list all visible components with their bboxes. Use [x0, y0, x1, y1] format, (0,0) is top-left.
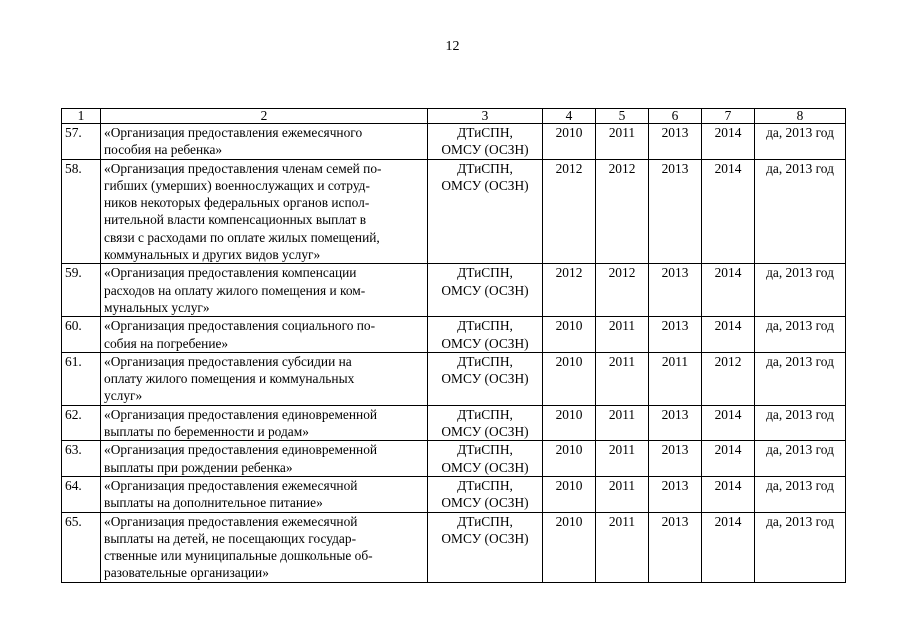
program-name	[101, 317, 428, 353]
year-col-5: 2011	[596, 124, 649, 160]
program-name	[101, 476, 428, 512]
program-name-line: выплаты на дополнительное питание»	[104, 495, 323, 511]
year-col-6: 2013	[649, 476, 702, 512]
program-name-line: «Организация предоставления социального по-	[104, 318, 376, 334]
year-col-6: 2013	[649, 264, 702, 317]
header-col-8: 8	[755, 109, 846, 124]
table-row	[62, 124, 846, 160]
year-col-5: 2011	[596, 405, 649, 441]
program-name-line: услуг»	[104, 388, 143, 404]
row-number: 59.	[62, 264, 101, 317]
program-name-line: «Организация предоставления ежемесячной	[104, 477, 358, 493]
result: да, 2013 год	[755, 317, 846, 353]
executor-line: ОМСУ (ОСЗН)	[441, 335, 529, 351]
executor-line: ОМСУ (ОСЗН)	[441, 424, 529, 440]
year-col-6: 2013	[649, 124, 702, 160]
result: да, 2013 год	[755, 441, 846, 477]
program-name	[101, 512, 428, 582]
program-name-line: «Организация предоставления единовременной	[104, 406, 378, 422]
executor	[428, 441, 543, 477]
year-col-7: 2014	[702, 124, 755, 160]
row-number: 61.	[62, 352, 101, 405]
result: да, 2013 год	[755, 512, 846, 582]
executor	[428, 124, 543, 160]
executor	[428, 476, 543, 512]
table-row	[62, 512, 846, 582]
year-col-5: 2011	[596, 317, 649, 353]
row-number: 60.	[62, 317, 101, 353]
header-col-6: 6	[649, 109, 702, 124]
year-col-7: 2014	[702, 512, 755, 582]
program-name-line: «Организация предоставления компенсации	[104, 265, 357, 281]
header-col-2: 2	[101, 109, 428, 124]
executor-line: ОМСУ (ОСЗН)	[441, 530, 529, 546]
year-col-7: 2014	[702, 159, 755, 264]
year-col-5: 2011	[596, 352, 649, 405]
executor-line: ДТиСПН,	[457, 477, 513, 493]
year-col-5: 2011	[596, 476, 649, 512]
executor-line: ДТиСПН,	[457, 442, 513, 458]
executor-line: ОМСУ (ОСЗН)	[441, 282, 529, 298]
executor-line: ДТиСПН,	[457, 160, 513, 176]
result: да, 2013 год	[755, 405, 846, 441]
year-col-4: 2010	[543, 317, 596, 353]
program-name	[101, 441, 428, 477]
executor-line: ДТиСПН,	[457, 125, 513, 140]
result: да, 2013 год	[755, 159, 846, 264]
year-col-4: 2010	[543, 476, 596, 512]
year-col-7: 2014	[702, 441, 755, 477]
program-name-line: выплаты на детей, не посещающих государ-	[104, 530, 357, 546]
year-col-7: 2014	[702, 264, 755, 317]
year-col-4: 2010	[543, 124, 596, 160]
program-name-line: пособия на ребенка»	[104, 142, 223, 158]
table-row	[62, 352, 846, 405]
year-col-4: 2010	[543, 512, 596, 582]
program-name-line: мунальных услуг»	[104, 299, 210, 315]
table-row	[62, 441, 846, 477]
table-row	[62, 264, 846, 317]
table-body	[62, 124, 846, 583]
program-name-line: «Организация предоставления единовременной	[104, 442, 378, 458]
header-col-7: 7	[702, 109, 755, 124]
executor-line: ДТиСПН,	[457, 353, 513, 369]
year-col-5: 2012	[596, 264, 649, 317]
result: да, 2013 год	[755, 352, 846, 405]
row-number: 63.	[62, 441, 101, 477]
executor-line: ДТиСПН,	[457, 513, 513, 529]
executor-line: ОМСУ (ОСЗН)	[441, 142, 529, 158]
program-name-line: связи с расходами по оплате жилых помещений,	[104, 229, 380, 245]
program-name-line: расходов на оплату жилого помещения и ком-	[104, 282, 366, 298]
program-name	[101, 352, 428, 405]
program-name-line: разовательные организации»	[104, 565, 269, 581]
year-col-6: 2013	[649, 512, 702, 582]
row-number: 65.	[62, 512, 101, 582]
executor	[428, 159, 543, 264]
program-name-line: выплаты при рождении ребенка»	[104, 459, 293, 475]
executor-line: ДТиСПН,	[457, 406, 513, 422]
executor-line: ДТиСПН,	[457, 318, 513, 334]
year-col-4: 2010	[543, 405, 596, 441]
header-row	[62, 109, 846, 124]
year-col-4: 2012	[543, 264, 596, 317]
program-name	[101, 124, 428, 160]
year-col-6: 2013	[649, 317, 702, 353]
row-number: 57.	[62, 124, 101, 160]
year-col-5: 2011	[596, 441, 649, 477]
table-row	[62, 159, 846, 264]
table-row	[62, 476, 846, 512]
executor-line: ДТиСПН,	[457, 265, 513, 281]
executor	[428, 352, 543, 405]
program-name-line: ников некоторых федеральных органов испол-	[104, 195, 370, 211]
year-col-4: 2010	[543, 352, 596, 405]
program-name-line: ственные или муниципальные дошкольные об-	[104, 548, 373, 564]
year-col-5: 2011	[596, 512, 649, 582]
year-col-7: 2014	[702, 476, 755, 512]
program-name-line: «Организация предоставления ежемесячного	[104, 125, 363, 140]
year-col-7: 2014	[702, 317, 755, 353]
executor-line: ОМСУ (ОСЗН)	[441, 495, 529, 511]
program-name-line: «Организация предоставления членам семей по-	[104, 160, 382, 176]
year-col-5: 2012	[596, 159, 649, 264]
executor-line: ОМСУ (ОСЗН)	[441, 177, 529, 193]
result: да, 2013 год	[755, 124, 846, 160]
executor	[428, 264, 543, 317]
executor-line: ОМСУ (ОСЗН)	[441, 371, 529, 387]
program-name-line: «Организация предоставления субсидии на	[104, 353, 352, 369]
program-name-line: собия на погребение»	[104, 335, 229, 351]
program-name-line: выплаты по беременности и родам»	[104, 424, 309, 440]
row-number: 64.	[62, 476, 101, 512]
program-name-line: оплату жилого помещения и коммунальных	[104, 371, 355, 387]
year-col-6: 2013	[649, 159, 702, 264]
header-col-3: 3	[428, 109, 543, 124]
year-col-6: 2013	[649, 441, 702, 477]
program-name	[101, 264, 428, 317]
year-col-6: 2011	[649, 352, 702, 405]
header-col-5: 5	[596, 109, 649, 124]
table-row	[62, 317, 846, 353]
executor-line: ОМСУ (ОСЗН)	[441, 459, 529, 475]
year-col-7: 2012	[702, 352, 755, 405]
executor	[428, 317, 543, 353]
program-name	[101, 159, 428, 264]
year-col-4: 2012	[543, 159, 596, 264]
program-name-line: нительной власти компенсационных выплат в	[104, 212, 367, 228]
page-number: 12	[445, 39, 460, 54]
executor	[428, 512, 543, 582]
executor	[428, 405, 543, 441]
row-number: 58.	[62, 159, 101, 264]
year-col-7: 2014	[702, 405, 755, 441]
year-col-6: 2013	[649, 405, 702, 441]
program-name	[101, 405, 428, 441]
programs-table	[61, 108, 846, 583]
row-number: 62.	[62, 405, 101, 441]
header-col-1: 1	[62, 109, 101, 124]
header-col-4: 4	[543, 109, 596, 124]
program-name-line: коммунальных и других видов услуг»	[104, 247, 321, 263]
result: да, 2013 год	[755, 264, 846, 317]
program-name-line: «Организация предоставления ежемесячной	[104, 513, 358, 529]
table-row	[62, 405, 846, 441]
year-col-4: 2010	[543, 441, 596, 477]
program-name-line: гибших (умерших) военнослужащих и сотруд-	[104, 177, 370, 193]
result: да, 2013 год	[755, 476, 846, 512]
